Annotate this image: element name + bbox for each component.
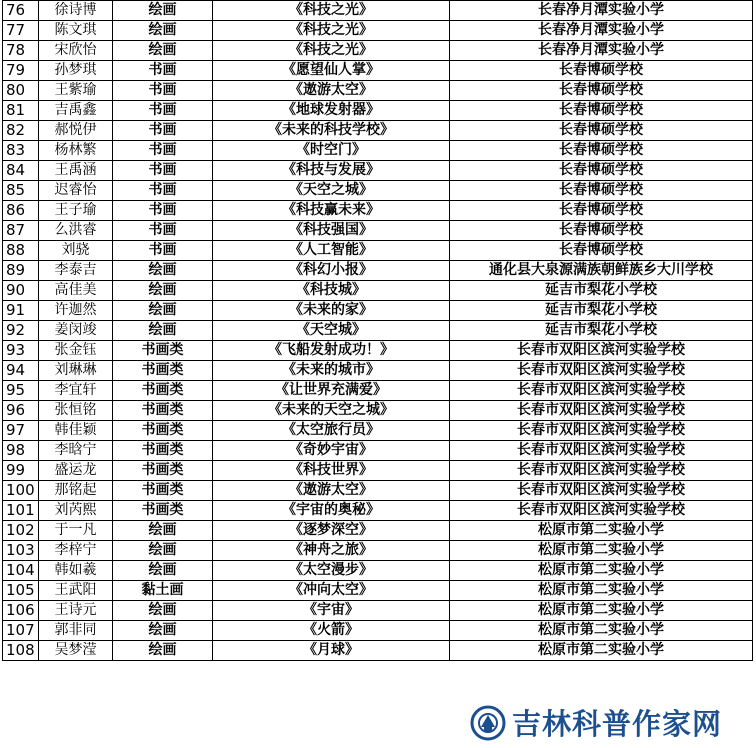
- artwork-type-cell: 书画: [113, 161, 213, 181]
- row-number-cell: 94: [3, 361, 39, 381]
- artwork-type-cell: 绘画: [113, 521, 213, 541]
- table-row: [3, 401, 753, 421]
- artwork-title-cell: 《遨游太空》: [213, 481, 450, 501]
- artwork-title-cell: 《宇宙的奥秘》: [213, 501, 450, 521]
- artwork-title-cell: 《科技世界》: [213, 461, 450, 481]
- table-row: [3, 101, 753, 121]
- artwork-title-cell: 《科技之光》: [213, 41, 450, 61]
- artwork-title-cell: 《神舟之旅》: [213, 541, 450, 561]
- artwork-type-cell: 绘画: [113, 541, 213, 561]
- row-number-cell: 108: [3, 641, 39, 661]
- artwork-type-cell: 书画类: [113, 381, 213, 401]
- artwork-title-cell: 《月球》: [213, 641, 450, 661]
- artwork-type-cell: 书画: [113, 101, 213, 121]
- student-name-cell: 李宜轩: [39, 381, 113, 401]
- student-name-cell: 高佳美: [39, 281, 113, 301]
- table-row: [3, 161, 753, 181]
- school-name-cell: 长春博硕学校: [450, 61, 753, 81]
- artwork-type-cell: 书画: [113, 61, 213, 81]
- table-row: [3, 501, 753, 521]
- artwork-type-cell: 绘画: [113, 601, 213, 621]
- artwork-type-cell: 绘画: [113, 261, 213, 281]
- row-number-cell: 81: [3, 101, 39, 121]
- school-name-cell: 长春博硕学校: [450, 161, 753, 181]
- artwork-type-cell: 书画: [113, 121, 213, 141]
- artwork-type-cell: 绘画: [113, 561, 213, 581]
- school-name-cell: 长春博硕学校: [450, 141, 753, 161]
- table-row: [3, 321, 753, 341]
- student-name-cell: 孙梦琪: [39, 61, 113, 81]
- student-name-cell: 郝悦伊: [39, 121, 113, 141]
- site-logo-icon: [470, 705, 506, 741]
- artwork-type-cell: 绘画: [113, 321, 213, 341]
- student-name-cell: 陈文琪: [39, 21, 113, 41]
- row-number-cell: 84: [3, 161, 39, 181]
- artwork-title-cell: 《未来的城市》: [213, 361, 450, 381]
- artwork-type-cell: 书画类: [113, 441, 213, 461]
- student-name-cell: 盛运龙: [39, 461, 113, 481]
- school-name-cell: 延吉市梨花小学校: [450, 281, 753, 301]
- school-name-cell: 松原市第二实验小学: [450, 581, 753, 601]
- row-number-cell: 91: [3, 301, 39, 321]
- artwork-type-cell: 书画: [113, 221, 213, 241]
- table-row: [3, 21, 753, 41]
- student-name-cell: 韩如羲: [39, 561, 113, 581]
- row-number-cell: 95: [3, 381, 39, 401]
- entries-table-body: [3, 1, 753, 661]
- artwork-type-cell: 绘画: [113, 21, 213, 41]
- row-number-cell: 76: [3, 1, 39, 21]
- student-name-cell: 李梓宁: [39, 541, 113, 561]
- artwork-title-cell: 《科幻小报》: [213, 261, 450, 281]
- row-number-cell: 83: [3, 141, 39, 161]
- school-name-cell: 长春净月潭实验小学: [450, 41, 753, 61]
- artwork-type-cell: 绘画: [113, 641, 213, 661]
- school-name-cell: 长春市双阳区滨河实验学校: [450, 441, 753, 461]
- table-row: [3, 381, 753, 401]
- artwork-title-cell: 《人工智能》: [213, 241, 450, 261]
- table-row: [3, 301, 753, 321]
- entries-table: [2, 0, 753, 661]
- school-name-cell: 延吉市梨花小学校: [450, 321, 753, 341]
- student-name-cell: 吉禹鑫: [39, 101, 113, 121]
- school-name-cell: 松原市第二实验小学: [450, 621, 753, 641]
- row-number-cell: 82: [3, 121, 39, 141]
- student-name-cell: 郭非同: [39, 621, 113, 641]
- table-row: [3, 601, 753, 621]
- artwork-title-cell: 《天空之城》: [213, 181, 450, 201]
- student-name-cell: 徐诗博: [39, 1, 113, 21]
- student-name-cell: 王诗元: [39, 601, 113, 621]
- student-name-cell: 李泰吉: [39, 261, 113, 281]
- school-name-cell: 长春博硕学校: [450, 81, 753, 101]
- artwork-type-cell: 绘画: [113, 301, 213, 321]
- school-name-cell: 长春市双阳区滨河实验学校: [450, 481, 753, 501]
- artwork-title-cell: 《科技之光》: [213, 1, 450, 21]
- school-name-cell: 长春博硕学校: [450, 201, 753, 221]
- artwork-title-cell: 《奇妙宇宙》: [213, 441, 450, 461]
- artwork-title-cell: 《冲向太空》: [213, 581, 450, 601]
- watermark-text: 吉林科普作家网: [512, 707, 723, 741]
- school-name-cell: 松原市第二实验小学: [450, 561, 753, 581]
- row-number-cell: 79: [3, 61, 39, 81]
- table-row: [3, 181, 753, 201]
- student-name-cell: 王禹涵: [39, 161, 113, 181]
- artwork-type-cell: 书画类: [113, 361, 213, 381]
- artwork-title-cell: 《遨游太空》: [213, 81, 450, 101]
- table-row: [3, 621, 753, 641]
- artwork-type-cell: 书画类: [113, 421, 213, 441]
- student-name-cell: 李晗宁: [39, 441, 113, 461]
- artwork-title-cell: 《天空城》: [213, 321, 450, 341]
- row-number-cell: 80: [3, 81, 39, 101]
- artwork-title-cell: 《让世界充满爱》: [213, 381, 450, 401]
- school-name-cell: 通化县大泉源满族朝鲜族乡大川学校: [450, 261, 753, 281]
- artwork-title-cell: 《飞船发射成功！》: [213, 341, 450, 361]
- artwork-type-cell: 绘画: [113, 281, 213, 301]
- student-name-cell: 王紫瑜: [39, 81, 113, 101]
- table-row: [3, 61, 753, 81]
- artwork-type-cell: 书画: [113, 241, 213, 261]
- artwork-type-cell: 书画: [113, 181, 213, 201]
- table-row: [3, 561, 753, 581]
- row-number-cell: 101: [3, 501, 39, 521]
- artwork-title-cell: 《未来的科技学校》: [213, 121, 450, 141]
- school-name-cell: 延吉市梨花小学校: [450, 301, 753, 321]
- school-name-cell: 松原市第二实验小学: [450, 601, 753, 621]
- row-number-cell: 106: [3, 601, 39, 621]
- school-name-cell: 松原市第二实验小学: [450, 521, 753, 541]
- row-number-cell: 87: [3, 221, 39, 241]
- artwork-type-cell: 书画类: [113, 501, 213, 521]
- student-name-cell: 宋欣怡: [39, 41, 113, 61]
- row-number-cell: 96: [3, 401, 39, 421]
- school-name-cell: 长春博硕学校: [450, 221, 753, 241]
- student-name-cell: 那铭起: [39, 481, 113, 501]
- artwork-type-cell: 书画类: [113, 461, 213, 481]
- student-name-cell: 么洪睿: [39, 221, 113, 241]
- table-row: [3, 261, 753, 281]
- artwork-title-cell: 《科技赢未来》: [213, 201, 450, 221]
- school-name-cell: 长春博硕学校: [450, 181, 753, 201]
- table-row: [3, 41, 753, 61]
- table-row: [3, 121, 753, 141]
- row-number-cell: 86: [3, 201, 39, 221]
- artwork-title-cell: 《愿望仙人掌》: [213, 61, 450, 81]
- artwork-type-cell: 书画: [113, 201, 213, 221]
- artwork-title-cell: 《科技与发展》: [213, 161, 450, 181]
- student-name-cell: 许迦然: [39, 301, 113, 321]
- artwork-type-cell: 黏土画: [113, 581, 213, 601]
- school-name-cell: 长春博硕学校: [450, 241, 753, 261]
- student-name-cell: 姜闵竣: [39, 321, 113, 341]
- artwork-type-cell: 书画类: [113, 401, 213, 421]
- table-row: [3, 421, 753, 441]
- row-number-cell: 93: [3, 341, 39, 361]
- table-row: [3, 461, 753, 481]
- school-name-cell: 长春市双阳区滨河实验学校: [450, 421, 753, 441]
- student-name-cell: 刘芮熙: [39, 501, 113, 521]
- table-row: [3, 341, 753, 361]
- table-row: [3, 141, 753, 161]
- table-row: [3, 441, 753, 461]
- row-number-cell: 102: [3, 521, 39, 541]
- row-number-cell: 100: [3, 481, 39, 501]
- school-name-cell: 长春市双阳区滨河实验学校: [450, 401, 753, 421]
- row-number-cell: 90: [3, 281, 39, 301]
- student-name-cell: 刘骁: [39, 241, 113, 261]
- table-row: [3, 641, 753, 661]
- artwork-title-cell: 《科技强国》: [213, 221, 450, 241]
- row-number-cell: 88: [3, 241, 39, 261]
- artwork-type-cell: 书画类: [113, 481, 213, 501]
- artwork-title-cell: 《太空旅行员》: [213, 421, 450, 441]
- student-name-cell: 张金钰: [39, 341, 113, 361]
- table-row: [3, 201, 753, 221]
- table-row: [3, 81, 753, 101]
- table-row: [3, 481, 753, 501]
- artwork-title-cell: 《科技之光》: [213, 21, 450, 41]
- school-name-cell: 长春净月潭实验小学: [450, 1, 753, 21]
- artwork-title-cell: 《太空漫步》: [213, 561, 450, 581]
- artwork-title-cell: 《时空门》: [213, 141, 450, 161]
- row-number-cell: 103: [3, 541, 39, 561]
- row-number-cell: 99: [3, 461, 39, 481]
- school-name-cell: 长春市双阳区滨河实验学校: [450, 381, 753, 401]
- school-name-cell: 松原市第二实验小学: [450, 541, 753, 561]
- artwork-type-cell: 绘画: [113, 621, 213, 641]
- student-name-cell: 迟睿怡: [39, 181, 113, 201]
- row-number-cell: 85: [3, 181, 39, 201]
- artwork-title-cell: 《宇宙》: [213, 601, 450, 621]
- artwork-type-cell: 书画: [113, 141, 213, 161]
- row-number-cell: 105: [3, 581, 39, 601]
- student-name-cell: 吴梦滢: [39, 641, 113, 661]
- table-row: [3, 521, 753, 541]
- student-name-cell: 刘琳琳: [39, 361, 113, 381]
- school-name-cell: 长春市双阳区滨河实验学校: [450, 341, 753, 361]
- row-number-cell: 92: [3, 321, 39, 341]
- table-row: [3, 361, 753, 381]
- table-row: [3, 281, 753, 301]
- row-number-cell: 97: [3, 421, 39, 441]
- student-name-cell: 韩佳颖: [39, 421, 113, 441]
- school-name-cell: 长春博硕学校: [450, 121, 753, 141]
- site-watermark: [470, 702, 722, 743]
- artwork-title-cell: 《科技城》: [213, 281, 450, 301]
- school-name-cell: 长春市双阳区滨河实验学校: [450, 361, 753, 381]
- school-name-cell: 松原市第二实验小学: [450, 641, 753, 661]
- row-number-cell: 89: [3, 261, 39, 281]
- row-number-cell: 107: [3, 621, 39, 641]
- row-number-cell: 77: [3, 21, 39, 41]
- table-row: [3, 581, 753, 601]
- table-row: [3, 241, 753, 261]
- row-number-cell: 78: [3, 41, 39, 61]
- artwork-title-cell: 《未来的家》: [213, 301, 450, 321]
- student-name-cell: 王子瑜: [39, 201, 113, 221]
- school-name-cell: 长春净月潭实验小学: [450, 21, 753, 41]
- school-name-cell: 长春市双阳区滨河实验学校: [450, 501, 753, 521]
- artwork-type-cell: 绘画: [113, 1, 213, 21]
- student-name-cell: 张恒铭: [39, 401, 113, 421]
- row-number-cell: 98: [3, 441, 39, 461]
- artwork-type-cell: 书画类: [113, 341, 213, 361]
- table-row: [3, 1, 753, 21]
- row-number-cell: 104: [3, 561, 39, 581]
- artwork-title-cell: 《火箭》: [213, 621, 450, 641]
- artwork-title-cell: 《逐梦深空》: [213, 521, 450, 541]
- school-name-cell: 长春市双阳区滨河实验学校: [450, 461, 753, 481]
- student-name-cell: 杨林繁: [39, 141, 113, 161]
- student-name-cell: 王武阳: [39, 581, 113, 601]
- artwork-type-cell: 书画: [113, 81, 213, 101]
- student-name-cell: 于一凡: [39, 521, 113, 541]
- table-row: [3, 541, 753, 561]
- artwork-title-cell: 《未来的天空之城》: [213, 401, 450, 421]
- table-row: [3, 221, 753, 241]
- artwork-type-cell: 绘画: [113, 41, 213, 61]
- school-name-cell: 长春博硕学校: [450, 101, 753, 121]
- artwork-title-cell: 《地球发射器》: [213, 101, 450, 121]
